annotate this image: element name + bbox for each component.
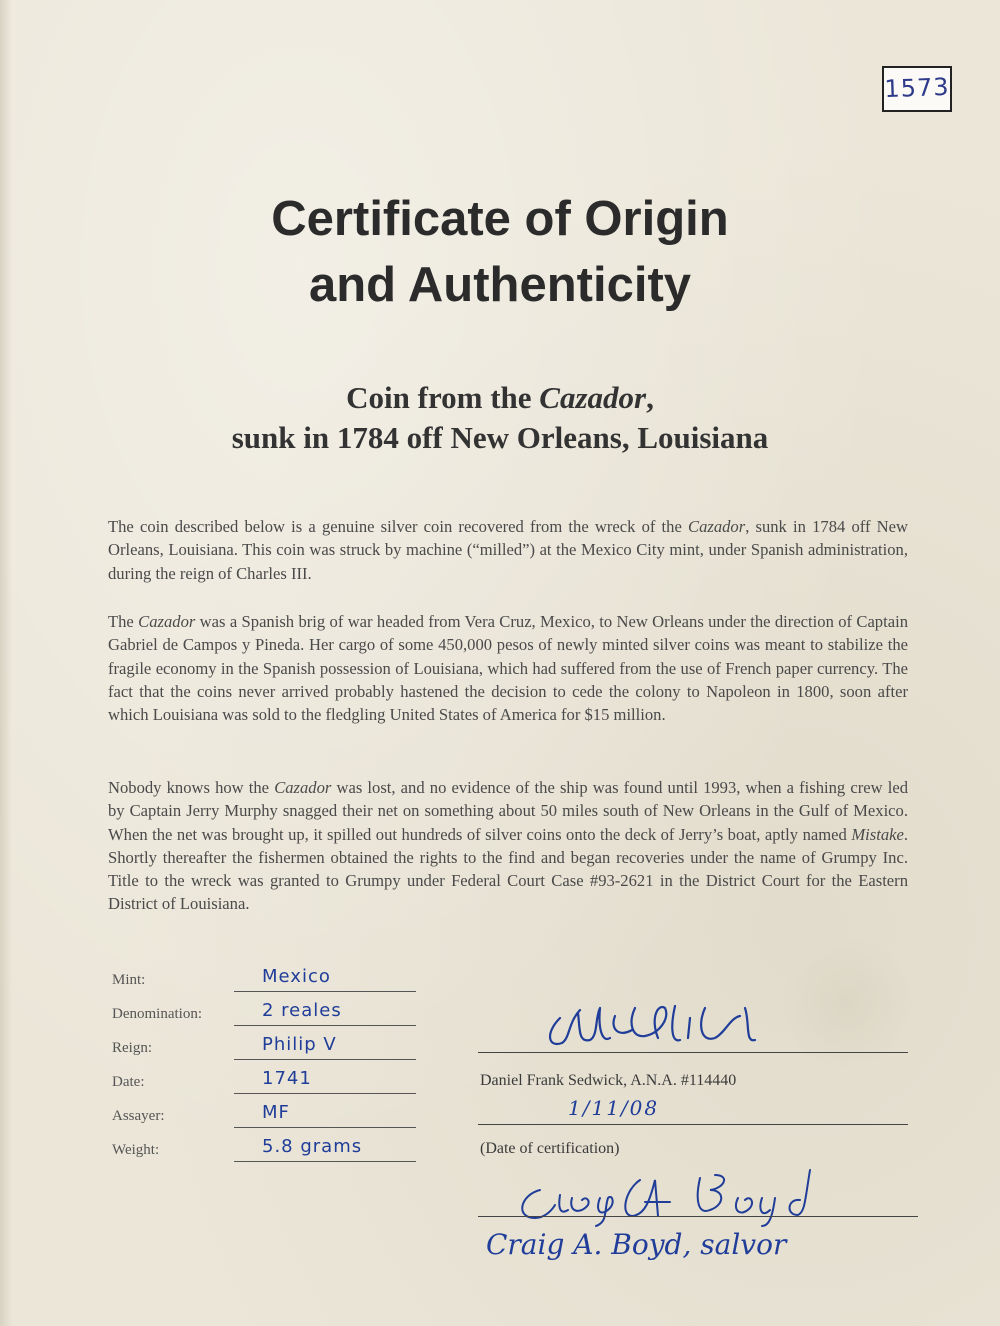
paragraph-ship-history: [108, 610, 908, 726]
paragraph-coin-description: [108, 515, 908, 585]
detail-line: [234, 991, 416, 992]
paragraph-wreck-discovery: [108, 776, 908, 916]
detail-row-assayer: [112, 1102, 432, 1136]
paragraph3-ship-name: Cazador: [274, 778, 332, 797]
detail-value: Mexico: [262, 966, 331, 987]
paragraph3-boat-name: Mistake: [851, 824, 904, 844]
detail-row-weight: [112, 1136, 432, 1170]
detail-row-date: [112, 1068, 432, 1102]
detail-value: Philip V: [262, 1034, 337, 1055]
paragraph2-text-a: The: [108, 612, 139, 631]
detail-line: [234, 1127, 416, 1128]
title-line-2: and Authenticity: [308, 258, 692, 312]
certification-date-caption: (Date of certification): [480, 1140, 620, 1157]
detail-value: 2 reales: [262, 1000, 342, 1021]
paragraph3-text-b: was lost, and no evidence of the ship was found until 1993, when a fishing crew led by Captain Jerry Murphy snagged their net on something about 50 miles south of New Orleans in the Gulf of Mexico. When the net was brought up, it spilled out hundreds of silver coins onto the deck of Jerry’s boat, aptly named: [108, 778, 908, 844]
certificate-number-box: [882, 66, 952, 112]
embossed-seal: [782, 938, 912, 1068]
certification-date: 1/11/08: [568, 1096, 660, 1120]
detail-value: 5.8 grams: [262, 1136, 363, 1157]
subtitle-prefix: Coin from the: [346, 380, 540, 415]
detail-line: [234, 1093, 416, 1094]
title-line-1: Certificate of Origin: [271, 192, 729, 246]
certificate-title: [100, 186, 900, 318]
detail-label: Mint:: [112, 972, 146, 988]
detail-label: Assayer:: [112, 1108, 165, 1124]
paragraph1-text-b: , sunk in 1784 off New Orleans, Louisiana. This coin was struck by machine (“milled”) at the Mexico City mint, under Spanish administration, during the reign of Charles III.: [108, 517, 909, 583]
detail-value: MF: [262, 1102, 290, 1123]
paragraph3-text-c: . Shortly thereafter the fishermen obtained the rights to the find and began recoveries under the name of Grumpy Inc. Title to the wreck was granted to Grumpy under Federal Court Case #93-2621 in the District Court for the Eastern District of Louisiana.: [108, 824, 908, 914]
detail-row-reign: [112, 1034, 432, 1068]
detail-value: 1741: [262, 1068, 312, 1089]
paragraph1-text-a: The coin described below is a genuine silver coin recovered from the wreck of the: [108, 517, 689, 536]
salvor-signature: [500, 1160, 840, 1230]
certificate-number: 1573: [883, 72, 950, 104]
detail-line: [234, 1025, 416, 1026]
detail-row-mint: [112, 966, 432, 1000]
detail-line: [234, 1059, 416, 1060]
subtitle-ship-name: Cazador: [539, 380, 647, 415]
certifier-name: Daniel Frank Sedwick, A.N.A. #114440: [480, 1072, 737, 1089]
coin-details: [112, 966, 432, 1166]
certifier-signature-line: [478, 1052, 908, 1053]
subtitle-suffix: ,: [646, 380, 654, 415]
paragraph3-text-a: Nobody knows how the: [108, 778, 275, 797]
salvor-signature-line: [478, 1216, 918, 1217]
certification-date-line: [478, 1124, 908, 1125]
detail-row-denomination: [112, 1000, 432, 1034]
detail-label: Denomination:: [112, 1006, 202, 1022]
paragraph2-text-b: was a Spanish brig of war headed from Vera Cruz, Mexico, to New Orleans under the direction of Captain Gabriel de Campos y Pineda. Her cargo of some 450,000 pesos of newly minted silver coins was meant to stabilize the fragile economy in the Spanish possession of Louisiana, which had suffered from the use of French paper currency. The fact that the coins never arrived probably hastened the decision to cede the colony to Napoleon in 1800, soon after which Louisiana was sold to the fledgling United States of America for $15 million.: [108, 612, 908, 725]
salvor-printed-name: Craig A. Boyd, salvor: [486, 1228, 787, 1261]
certificate-subtitle: [100, 378, 900, 458]
detail-label: Weight:: [112, 1142, 160, 1158]
paragraph2-ship-name: Cazador: [138, 612, 196, 631]
paper-edge-shadow: [0, 0, 12, 1326]
paragraph1-ship-name: Cazador: [688, 517, 746, 536]
detail-line: [234, 1161, 416, 1162]
detail-label: Date:: [112, 1074, 145, 1090]
detail-label: Reign:: [112, 1040, 152, 1056]
certifier-signature: [540, 988, 790, 1058]
subtitle-line-2: sunk in 1784 off New Orleans, Louisiana: [231, 420, 769, 455]
